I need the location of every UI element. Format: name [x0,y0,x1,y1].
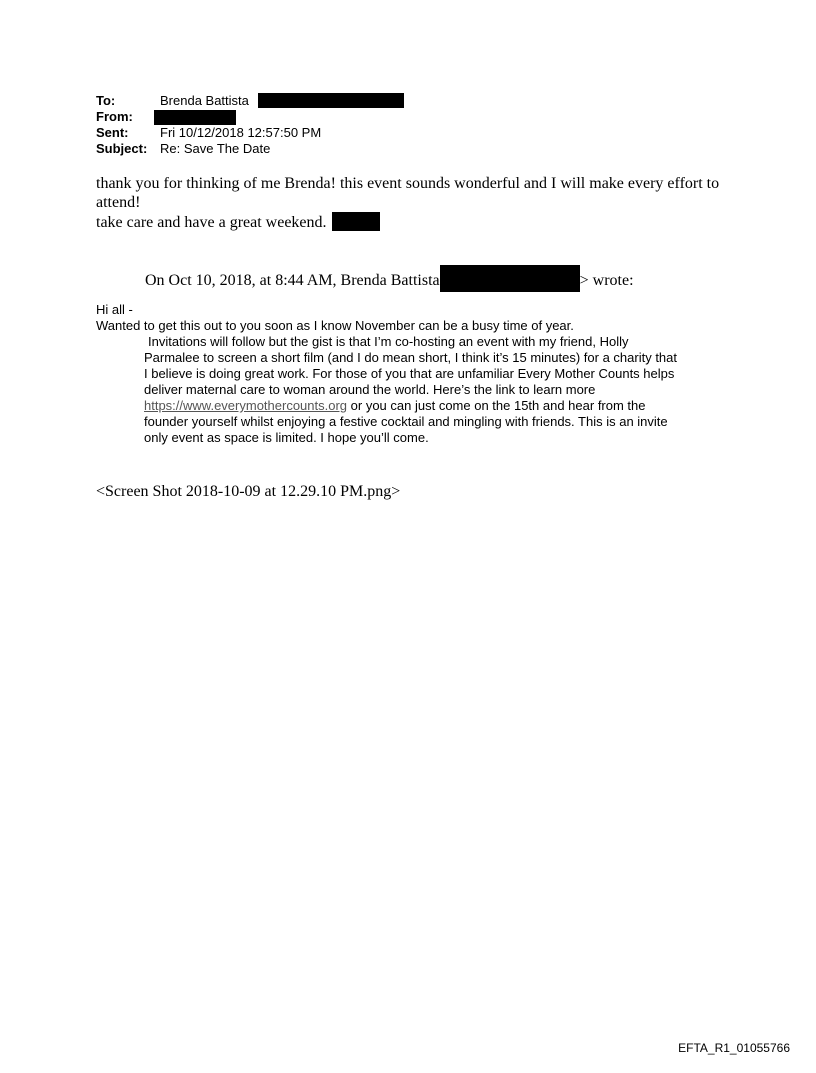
redaction-bar [258,93,404,108]
reply-body [96,174,736,232]
quoted-intro: Wanted to get this out to you soon as I know November can be a busy time of year. [96,318,574,333]
quote-header-prefix: On Oct 10, 2018, at 8:44 AM, Brenda Battista [145,272,440,289]
reply-line [96,212,736,232]
redaction-bar [332,212,380,231]
to-value: Brenda Battista [160,93,249,108]
from-label: From: [96,109,133,124]
to-label: To: [96,93,116,108]
quoted-message [96,302,684,446]
quoted-paragraph [144,334,684,446]
quoted-paragraph-text [144,334,684,446]
charity-link[interactable]: https://www.everymothercounts.org [144,398,348,413]
attachment-name: <Screen Shot 2018-10-09 at 12.29.10 PM.png> [96,483,401,500]
subject-label: Subject: [96,141,148,156]
reply-line-text: take care and have a great weekend. [96,214,327,231]
paragraph-after-link: or you can just come on the 15th and hear from the founder yourself whilst enjoying a festive cocktail and mingling with friends. This is an invite only event as space is limited. I hope you’ll come. [144,398,668,445]
sent-value: Fri 10/12/2018 12:57:50 PM [160,125,322,140]
redaction-bar [440,265,580,292]
quote-header [145,265,634,292]
subject-value: Re: Save The Date [160,141,271,156]
paragraph-before-link: Invitations will follow but the gist is that I’m co-hosting an event with my friend, Holly Parmalee to screen a short film (and I do mean short, I think it’s 15 minutes) for a charity that I believe is doing great work. For those of you that are unfamiliar Every Mother Counts helps deliver maternal care to woman around the world. Here’s the link to learn more [144,334,677,397]
quoted-greeting: Hi all - [96,302,133,317]
reply-line: thank you for thinking of me Brenda! this event sounds wonderful and I will make every effort to attend! [96,175,720,211]
quote-header-suffix: > wrote: [579,272,634,289]
document-id: EFTA_R1_01055766 [678,1041,790,1055]
redaction-bar [154,110,236,125]
sent-label: Sent: [96,125,129,140]
